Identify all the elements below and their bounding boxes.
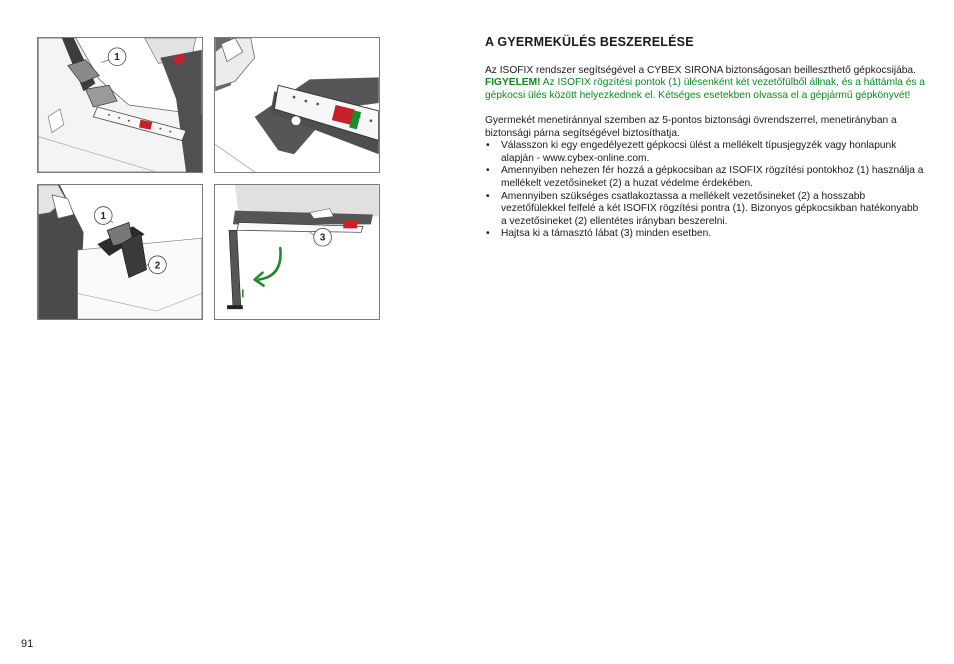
intro-paragraph: Az ISOFIX rendszer segítségével a CYBEX SIRONA biztonságosan beilleszthető gépkocsijába. [485,64,916,76]
figure-isofix-latch-closeup [214,37,380,173]
figure-support-leg-illustration [215,185,379,319]
warning-paragraph [485,77,925,102]
figure-guide-rails [37,184,203,320]
warning-label: FIGYELEM! [485,77,541,89]
callout-3: 3 [319,232,326,244]
figure-isofix-points [37,37,203,173]
list-item: • Válasszon ki egy engedélyezett gépkocsi ülést a mellékelt típusjegyzék vagy honlapunk alapján - www.cybex-online.com. [485,140,925,165]
callout-1: 1 [100,210,106,222]
instructions-column [485,36,925,241]
list-item: • Hajtsa ki a támasztó lábat (3) minden esetben. [485,228,925,241]
list-item: • Amennyiben szükséges csatlakoztassa a mellékelt vezetősineket (2) a hosszabb vezetőfülekkel felfelé a két ISOFIX rögzítési pontra (1). Bizonyos gépkocsikban hatékonyabb a vezetősineket (2) ellentétes irányban beszerelni. [485,191,925,229]
page-number: 91 [21,638,34,650]
figure-support-leg [214,184,380,320]
callout-1: 1 [114,52,120,64]
list-item: • Amennyiben nehezen fér hozzá a gépkocsiban az ISOFIX rögzítési pontokhoz (1) használja a mellékelt vezetősineket (2) a huzat védelme érdekében. [485,165,925,190]
callout-2: 2 [154,260,161,272]
instruction-list [485,140,925,241]
figure-isofix-latch-closeup-illustration [215,38,379,172]
figure-isofix-points-illustration [38,38,202,172]
warning-text: Az ISOFIX rögzítési pontok (1) ülésenként két vezetőfülből állnak, és a háttámla és a gépkocsi ülés között helyezkednek el. Kétséges esetekben olvassa el a gépjármű gépkönyvét! [485,77,925,101]
section-title: A GYERMEKÜLÉS BESZERELÉSE [485,35,694,49]
body-intro-paragraph: Gyermekét menetiránnyal szemben az 5-pontos biztonsági övrendszerrel, menetirányban a biztonsági párna segítségével biztosíthatja. [485,114,897,139]
figure-guide-rails-illustration [38,185,202,319]
